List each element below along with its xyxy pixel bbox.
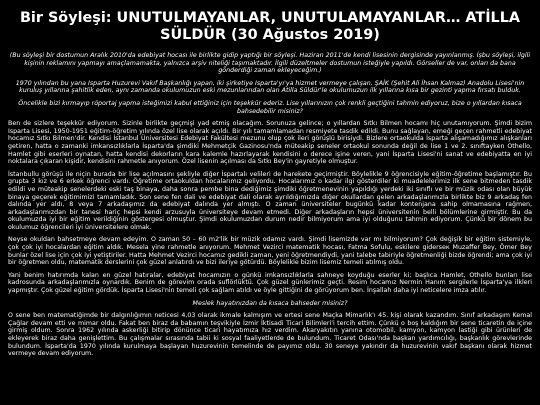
- paragraph: Meslek hayatınızdan da kısaca bahseder misiniz?: [192, 299, 348, 307]
- paragraph: (Bu söyleşi bir dostumun Aralık 2010'da edebiyat hocası ile birlikte gidip yaptığı bir söyleşi. Haziran 2011'de kendi lisesinin dergisinde yayınlanmış. İşbu söyleşi, ilgili kişinin reklamını yapmayı amaçlamamakta, yalnızca arşiv niteliği taşımaktadır. İlgili düzeltmeler dostumun isteğiyle yapıldı. Görseller de var, onları da bana gönderdiği zaman ekleyeceğim.): [9, 52, 531, 75]
- paragraph: Ben de sizlere teşekkür ediyorum. Sizinle birlikte geçmişi yad etmiş olacağım. Sorunuza gelince; o yıllardan Sıtkı Bilmen hocamı hiç unutamıyorum. Şimdi bizim Isparta Lisesi, 1950-1951 eğitim-öğretim yılında özel lise olarak açıldı. Bir yılı tamamlamadan resmiyete tasdik edildi. Bunu sağlayan, emeği geçen rahmetli edebiyat hocamız Sıtkı Bilmen'dir. Kendisi İstanbul Üniversitesi Edebiyat Fakültesi mezunu olup çok ileri görüşlü birisiydi. Bizlere ortaokulda İsparta alışamadığımız alışkanları getiren, hatta o zamanki imkansızlıklarla İsparta'da şimdiki Mehmetçik Gazinosu'nda müteakip seneler ortaokul sonunda değil de lise 1 ve 2. sınıftayken Othello, Hamlet gibi eserleri oynatan, hatta kendisi dekorların kara kalemle hazırlayarak kendisini o derece işine veren, yani İsparta Lisesi'ni sanat ve edebiyatta en iyi noktalara çıkaran kişidir, kendisini rahmetle anıyorum. Özel lisenin açılması da Sıtkı Bey'in gayretiyle olmuştur.: [8, 120, 532, 166]
- paragraph: Öncelikle bizi kırmayıp röportaj yapma isteğimizi kabul ettiğiniz için teşekkür ederiz. Lise yıllarınızın çok renkli geçtiğini tahmin ediyoruz, bize o yıllardan kısaca bahsedebilir misiniz?: [18, 99, 522, 115]
- article-body: [8, 52, 532, 358]
- paragraph: Yani benim hatırımda kalan en güzel hatıralar, edebiyat hocamızın o günkü imkansızlıklarla sahneye koyduğu eserler ki; başlıca Hamlet, Othello bunları lise kadrosunda arkadaşlarımızla oynardık. Benim de görevim orada suflörlüktü. Çok güzel günlerimiz geçti. Resim hocamız Nermin Hanım sergilerle İsparta'ya ilkleri yapmıştır. Çok güzel eğitim gördük. İsparta Lisesi'nin temeli çok sağlam atıldı ve öyle gittiğini de görüyorum ben. İnşallah daha iyi neticelere imza atılır.: [8, 271, 532, 295]
- paragraph: 1970 yılından bu yana Isparta Huzurevi Vakıf Başkanlığı yapan, iki şirketiye Isparta'yı'ya hizmet vermeye çalışan, ŞAİK (Şehit Ali İhsan Kalmaz) Anadolu Lisesi'nin kuruluş yıllarına şahitlik eden, aynı zamanda okulumuzun eski mezunlarından olan Atilla Süldür'le okulumuzun ilk yıllarına kısa bir gezinti yapma fırsatı bulduk.: [15, 79, 525, 95]
- paragraph: Neyse okuldan bahsetmeye devam edeyim. O zaman 50 – 60 m2'lik bir müzik odamız vardı. Şimdi lisemizde var mı bilmiyorum? Çok değişik bir eğitim sistemiyle, çok çok iyi hocalardan eğitim aldık. Mesela yine rahmetle anıyorum. Mehmet Vezirci matematik hocası, Fatma Sofulu, eskilere giderseк Muzaffer Bey, Ömer Bey bunlar özel lise için çok iyi yetiştiriler. Hatta Mehmet Vezirci hocamız gedikli zaman, yeni öğretmendiydi, yani talebe tabiriyle öğretmenliği bizde öğrendi; ama çok iyi bir öğretmen oldu, matematik derslerini çok güzel anlatırdı ve bizi ileriye götürdü. Böylelikle bizim lisemiz temeli atılmış oldu.: [8, 236, 532, 267]
- paragraph: İstanbullu görüşü ile niçin burada bir lise açılmasını şekliyle diğer İspartalı velileri de harekete geçirmiştir. Böylelikle 9 öğrencisiyle eğitim-öğretime başlamıştır. Bu grupta 3 kız ve 6 erkek öğrenci vardı. Öğretime ortaokuldan hocalarımız geliyordu. Hocalarımız o kadar ilgi gösterdiler ki muadelelerimiz ilk sene bitmeden tasdik edildi ve müteakip senelerdeki eski taş binaya, daha sonra pembe bina dediğimiz şimdiki öğretmenevinin yapıldığı yerdeki iki sınıflı ve bir müzik odası olan büyük binaya geçerek eğitimimizi tamamladık. Son sene fen dali ve edebiyat dali olarak ayrıldığımızda diğer okullardan gelen arkadaşlarımızla birlikte biz 9 arkadaş fen dalında yer aldı, 8 veya 7 arkadaşımız da edebiyat dalında yer almıştı. O zaman üniversiteler bugünkü kadar kontenjana sahip olmamasına rağmen, arkadaşlarımızdan bir tanesi hariç hepsi kendi arzusuyla üniversiteye devam etmedi. Diğer arkadaşların hepsi üniversitenin belli bölümlerine girmiştir. Bu da okulumuzda iyi bir eğitim verildiğinin göstergesi olmuştur. Şimdi okulumuzdan durum nedir bilmiyorum ama iyi olduğunu tahmin ediyorum. Çünkü bir dönem bu okulumuz öğrencileri iyi üniversitelere olmak.: [8, 170, 532, 231]
- article-title: Bir Söyleşi: UNUTULMAYANLAR, UNUTULAMAYANLAR… ATİLLA SÜLDÜR (30 Ağustos 2019): [19, 10, 521, 43]
- paragraph: O sene ben matematiğimde bir dalgınlığımın neticesi 4,03 olarak ikmale kalmışım ve ertesi sene Maçka Mimarlık'ı 45. kişi olarak kazandım. Sınıf arkadaşım Kemal Çağlar devam etti ve mimar oldu. Fakat ben biraz da babamın teşvikiyle İzmir İktisadi Ticari Bilimleri'i tercih ettim. Çünkü o boş kaldığım bir sene ticaretin de içine girmiş oldum. Sonra 1962 yılında askerliği bitirip dönünce ticari hayatımıza hız verdim. Akaryakıtın yanına otomobil, kamyon, kamyon lastiği gibi ürünleri de ekleyerek biraz daha genişlettim. Bu çalışmalar sırasında tabii ki sosyal faaliyetlerde de bulundum. Ticaret Odası'nda başkan yardımcılığı, başkanlık görevlerinde bulundum. İsparta'da 1970 yılında kurulmaya başlayan huzurevinin temelinde de payımız oldu. 30 seneye yakındır da huzurevinin vakıf başkanı olarak hizmet vermeye devam ediyorum.: [8, 312, 532, 358]
